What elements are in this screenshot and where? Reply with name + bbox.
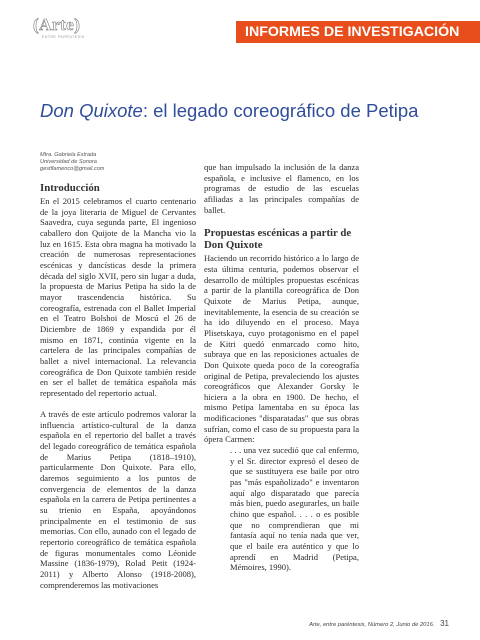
section-heading-introduccion: Introducción: [40, 182, 100, 194]
section-heading-propuestas: Propuestas escénicas a partir de Don Quixote: [204, 227, 352, 252]
journal-logo: [33, 17, 101, 41]
block-quote: . . . una vez sucedió que cal enfermo, y el Sr. director expresó el deseo de que se sustituyera ese baile por otro pas "más españolizado" e inventaron aquí algo disparatado que parecía más bien, puedo asegurarles, un baile chino que español. . . . o es posible que no comprendieran que mi fantasía aquí no tenía nada que ver, que el baile era auténtico y que lo aprendí en Madrid (Petipa, Mémoires, 1990).: [230, 445, 359, 573]
title-italic: Don Quixote: [40, 100, 143, 121]
author-affiliation: Universidad de Sonora: [40, 159, 97, 166]
propuestas-paragraph: Haciendo un recorrido histórico a lo largo de esta última centuria, podemos observar el desarrollo de múltiples propuestas escénicas a partir de la plantilla coreográfica de Don Quixote de Marius Petipa, aunque, inevitablemente, la esencia de su creación se ha ido diluyendo en el proceso. Maya Plisetskaya, cuyo protagonismo en el papel de Kitri quedó enmarcado como hito, subraya que en las reposiciones actuales de Don Quixote queda poco de la coreografía original de Petipa, prevaleciendo los ajustes coreográficos que Alexander Gorsky le hiciera a la obra en 1900. De hecho, el mismo Petipa lamentaba en su época las modificaciones "disparatadas" que sus obras sufrían, como el caso de su propuesta para la ópera Carmen:: [204, 253, 359, 445]
logo-text: (Arte): [33, 15, 81, 34]
intro-paragraph-1: En el 2015 celebramos el cuarto centenario de la joya literaria de Miguel de Cervantes Saavedra, cuya segunda parte, El ingenioso caballero don Quijote de la Mancha vio la luz en 1615. Esta obra magna ha motivado la creación de numerosas representaciones escénicas y dancísticas desde la primera década del siglo XVII, pero sin lugar a duda, la propuesta de Marius Petipa ha sido la de mayor trascendencia histórica. Su coreografía, estrenada con el Ballet Imperial en el Teatro Bolshoi de Moscú el 26 de Diciembre de 1869 y expandida por él mismo en 1871, continúa vigente en la cartelera de las principales compañías de ballet a nivel internacional. La relevancia coreográfica de Don Quixote también reside en ser el ballet de temática española más representado del repertorio actual.: [40, 196, 196, 398]
section-banner: INFORMES DE INVESTIGACIÓN: [236, 21, 480, 43]
column-left: [40, 183, 196, 590]
column-right: [204, 162, 359, 573]
page-footer: [309, 619, 449, 628]
author-block: [40, 152, 104, 174]
footer-journal-citation: Arte, entre paréntesis, Número 2, Junio de 2016.: [309, 622, 435, 628]
title-rest: : el legado coreográfico de Petipa: [142, 100, 419, 121]
author-email: gestflamenco@gmail.com: [40, 166, 105, 173]
article-title: [40, 100, 418, 122]
logo-subtitle: ENTRE PARÉNTESIS: [42, 35, 85, 39]
author-name: Mtra. Gabriela Estrada: [40, 152, 97, 158]
intro-paragraph-continued: que han impulsado la inclusión de la danza española, e inclusive el flamenco, en los programas de estudio de las escuelas afiliadas a las principales compañías de ballet.: [204, 162, 359, 215]
intro-paragraph-2: A través de este artículo podremos valorar la influencia artístico-cultural de la danza española en el repertorio del ballet a través del legado coreográfico de temática española de Marius Petipa (1818–1910), particularmente Don Quixote. Para ello, daremos seguimiento a los puntos de convergencia de elementos de la danza española en la carrera de Petipa pertinentes a su trienio en España, apoyándonos principalmente en el testimonio de sus memorias. Con ello, aunado con el legado de repertorio coreográfico de temática española de figuras monumentales como Léonide Massine (1836-1979), Rolad Petit (1924-2011) y Alberto Alonso (1918-2008), comprenderemos las motivaciones: [40, 409, 196, 590]
page-number: 31: [440, 619, 449, 628]
